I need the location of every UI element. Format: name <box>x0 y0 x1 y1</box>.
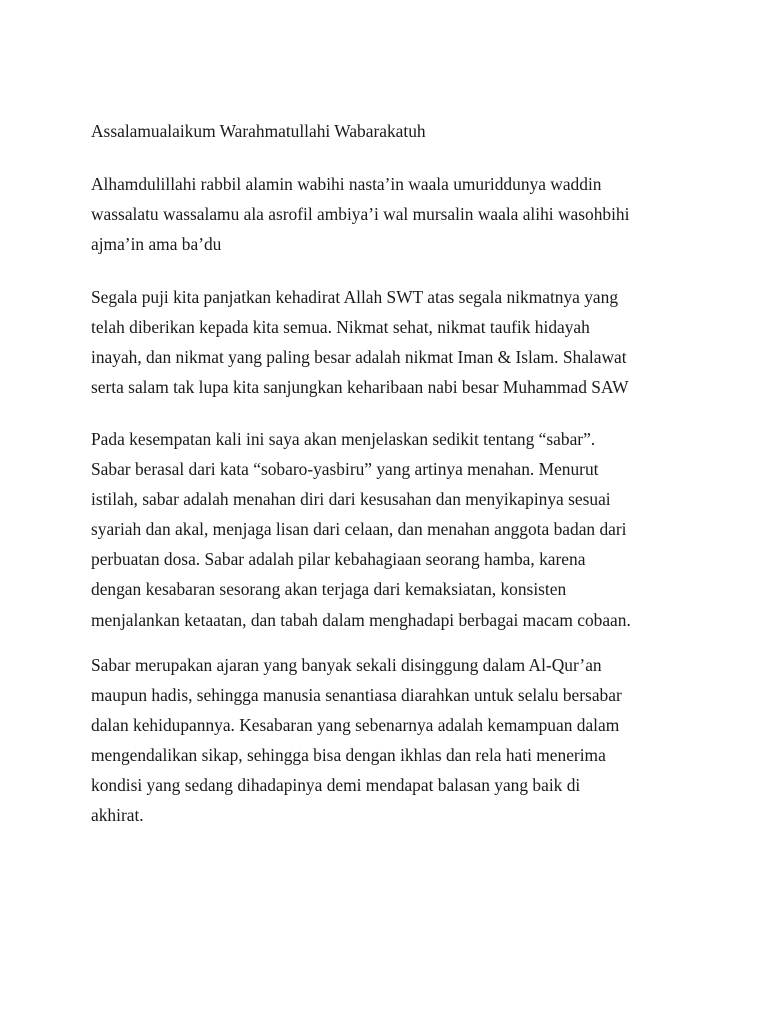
paragraph-line: menjalankan ketaatan, dan tabah dalam menghadapi berbagai macam cobaan. <box>91 609 631 630</box>
paragraph-line: wassalatu wassalamu ala asrofil ambiya’i wal mursalin waala alihi wasohbihi <box>91 204 630 225</box>
paragraph-line: istilah, sabar adalah menahan diri dari kesusahan dan menyikapinya sesuai <box>91 489 611 510</box>
greeting-text: Assalamualaikum Warahmatullahi Wabarakatuh <box>91 121 426 141</box>
paragraph-line: Segala puji kita panjatkan kehadirat Allah SWT atas segala nikmatnya yang <box>91 287 619 307</box>
paragraph-line: dengan kesabaran sesorang akan terjaga dari kemaksiatan, konsisten <box>91 579 567 600</box>
paragraph-line: akhirat. <box>91 805 144 826</box>
paragraph-opening-praise <box>91 169 629 259</box>
paragraph-sabar-teaching <box>91 650 622 831</box>
paragraph-line: Sabar berasal dari kata “sobaro-yasbiru” yang artinya menahan. Menurut <box>91 459 599 480</box>
paragraph-line: perbuatan dosa. Sabar adalah pilar kebahagiaan seorang hamba, karena <box>91 549 586 570</box>
paragraph-gratitude <box>91 282 629 402</box>
paragraph-definition-sabar <box>91 424 631 635</box>
paragraph-line: serta salam tak lupa kita sanjungkan keharibaan nabi besar Muhammad SAW <box>91 377 629 398</box>
paragraph-line: mengendalikan sikap, sehingga bisa dengan ikhlas dan rela hati menerima <box>91 745 606 766</box>
paragraph-line: Pada kesempatan kali ini saya akan menjelaskan sedikit tentang “sabar”. <box>91 429 596 449</box>
paragraph-line: kondisi yang sedang dihadapinya demi mendapat balasan yang baik di <box>91 775 581 796</box>
paragraph-line: maupun hadis, sehingga manusia senantiasa diarahkan untuk selalu bersabar <box>91 685 622 706</box>
greeting-line <box>91 116 426 146</box>
paragraph-line: Sabar merupakan ajaran yang banyak sekali disinggung dalam Al-Qur’an <box>91 655 602 675</box>
paragraph-line: telah diberikan kepada kita semua. Nikmat sehat, nikmat taufik hidayah <box>91 317 590 338</box>
paragraph-line: Alhamdulillahi rabbil alamin wabihi nasta’in waala umuriddunya waddin <box>91 174 602 194</box>
paragraph-line: ajma’in ama ba’du <box>91 234 222 255</box>
paragraph-line: dalan kehidupannya. Kesabaran yang sebenarnya adalah kemampuan dalam <box>91 715 620 736</box>
paragraph-line: syariah dan akal, menjaga lisan dari celaan, dan menahan anggota badan dari <box>91 519 627 540</box>
paragraph-line: inayah, dan nikmat yang paling besar adalah nikmat Iman & Islam. Shalawat <box>91 347 627 368</box>
